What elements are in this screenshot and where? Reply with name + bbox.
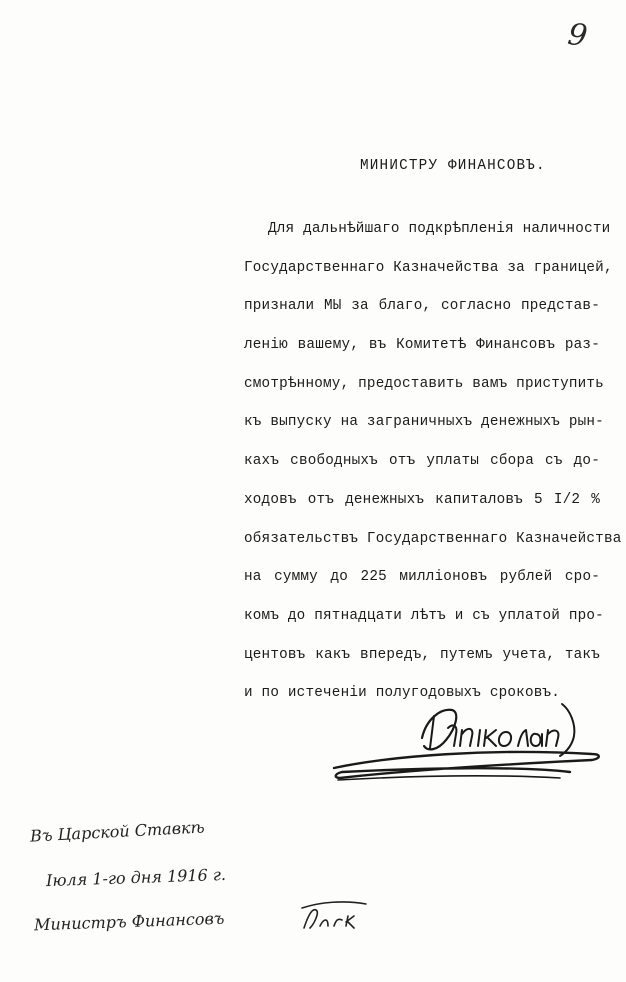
body-line: признали МЫ за благо, согласно представ- bbox=[244, 298, 600, 315]
document-title: МИНИСТРУ ФИНАНСОВЪ. bbox=[360, 158, 546, 174]
body-line: и по истеченіи полугодовыхъ сроковъ. bbox=[244, 685, 561, 702]
body-line: центовъ какъ впередъ, путемъ учета, такъ bbox=[244, 646, 600, 663]
body-line: ленію вашему, въ Комитетѣ Финансовъ раз- bbox=[244, 337, 600, 354]
document-body bbox=[244, 210, 622, 713]
body-line: кахъ свободныхъ отъ уплаты сбора съ до- bbox=[244, 453, 600, 470]
body-line: обязательствъ Государственнаго Казначейства bbox=[244, 530, 622, 547]
body-line: ходовъ отъ денежныхъ капиталовъ 5 I/2 % bbox=[244, 491, 600, 508]
page-number: 9 bbox=[565, 16, 590, 55]
imperial-signature bbox=[330, 690, 610, 800]
body-line: Для дальнѣйшаго подкрѣпленія наличности bbox=[268, 221, 611, 237]
body-line: Государственнаго Казначейства за границей, bbox=[244, 259, 613, 276]
body-line: къ выпуску на заграничныхъ денежныхъ рын- bbox=[244, 414, 604, 431]
body-line: комъ до пятнадцати лѣтъ и съ уплатой про- bbox=[244, 607, 604, 624]
body-line: смотрѣнному, предоставить вамъ приступить bbox=[244, 375, 604, 392]
handwritten-minister: Министръ Финансовъ bbox=[33, 908, 225, 935]
body-line: на сумму до 225 милліоновъ рублей сро- bbox=[244, 569, 600, 586]
minister-signature bbox=[300, 898, 370, 938]
handwritten-place: Въ Царской Ставкѣ bbox=[29, 817, 206, 846]
handwritten-date: Іюля 1-го дня 1916 г. bbox=[45, 864, 227, 891]
